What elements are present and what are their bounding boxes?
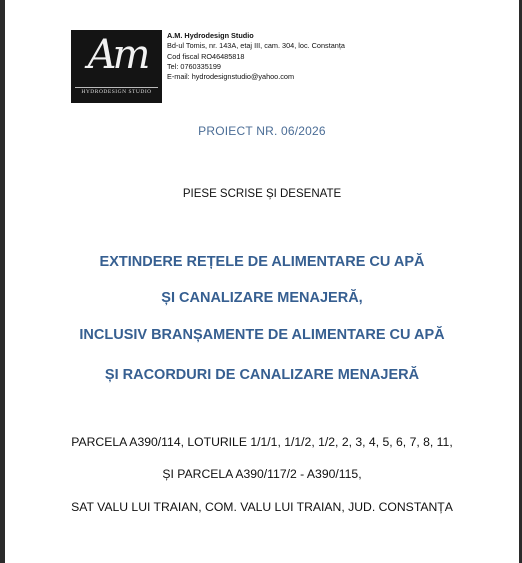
logo-monogram: Am <box>87 32 147 78</box>
title-line-1: EXTINDERE REȚELE DE ALIMENTARE CU APĂ <box>99 254 425 270</box>
company-fiscal-code: Cod fiscal RO46485818 <box>167 51 245 61</box>
location-line-2: ȘI PARCELA A390/117/2 - A390/115, <box>162 467 362 481</box>
document-page <box>5 0 519 563</box>
company-logo <box>71 30 162 103</box>
title-line-4: ȘI RACORDURI DE CANALIZARE MENAJERĂ <box>104 367 420 383</box>
logo-divider <box>75 87 158 88</box>
company-email: E-mail: hydrodesignstudio@yahoo.com <box>167 72 295 82</box>
title-line-3: INCLUSIV BRANȘAMENTE DE ALIMENTARE CU APĂ <box>79 327 445 343</box>
logo-text: HYDRODESIGN STUDIO <box>81 89 152 95</box>
company-info <box>167 31 345 82</box>
project-number: PROIECT NR. 06/2026 <box>198 124 326 138</box>
company-name: A.M. Hydrodesign Studio <box>167 31 254 40</box>
location-line-1: PARCELA A390/114, LOTURILE 1/1/1, 1/1/2, 1/2, 2, 3, 4, 5, 6, 7, 8, 11, <box>71 435 453 449</box>
title-line-2: ȘI CANALIZARE MENAJERĂ, <box>161 290 363 306</box>
location-line-3: SAT VALU LUI TRAIAN, COM. VALU LUI TRAIAN, JUD. CONSTANȚA <box>71 500 453 514</box>
company-address: Bd-ul Tomis, nr. 143A, etaj III, cam. 304, loc. Constanța <box>167 41 345 51</box>
company-phone: Tel: 0760335199 <box>167 61 221 71</box>
pieces-heading: PIESE SCRISE ȘI DESENATE <box>182 188 342 200</box>
